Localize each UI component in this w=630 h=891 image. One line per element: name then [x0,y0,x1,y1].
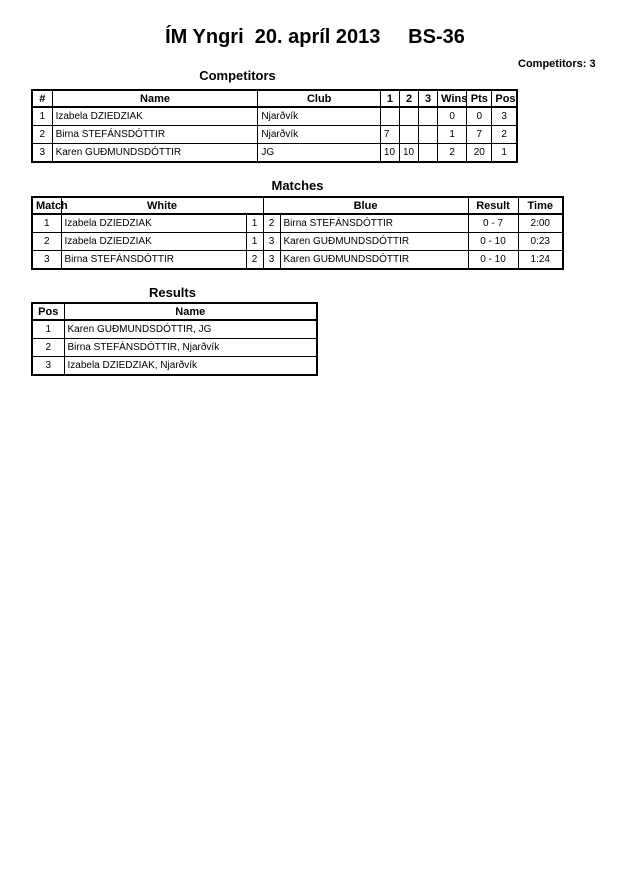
result-name: Karen GUÐMUNDSDÓTTIR, JG [64,320,317,339]
match-time: 2:00 [518,214,563,233]
matches-heading: Matches [271,178,324,193]
competitor-name: Karen GUÐMUNDSDÓTTIR [52,144,258,163]
score-2 [400,107,419,126]
col-header-2: 2 [400,90,419,107]
score-2: 10 [400,144,419,163]
match-time: 1:24 [518,251,563,270]
score-1 [380,107,399,126]
col-header-match: Match [32,197,61,214]
result-pos: 2 [32,339,64,357]
points: 20 [467,144,492,163]
matches-table [31,196,564,270]
table-row [32,233,563,251]
table-row [32,320,317,339]
blue-competitor: Karen GUÐMUNDSDÓTTIR [280,251,468,270]
page-title: ÍM Yngri 20. apríl 2013 BS-36 [165,26,465,48]
competitor-num: 1 [32,107,52,126]
table-row [32,144,517,163]
results-table [31,302,318,376]
competitor-num: 3 [32,144,52,163]
match-result: 0 - 7 [468,214,518,233]
wins: 1 [438,126,467,144]
table-row [32,339,317,357]
white-competitor: Birna STEFÁNSDÓTTIR [61,251,246,270]
results-heading: Results [149,285,196,300]
match-result: 0 - 10 [468,251,518,270]
result-name: Birna STEFÁNSDÓTTIR, Njarðvík [64,339,317,357]
score-3 [419,144,438,163]
competitors-count: Competitors: 3 [518,58,596,70]
matches-header-row [32,197,563,214]
match-time: 0:23 [518,233,563,251]
result-pos: 3 [32,357,64,376]
wins: 2 [438,144,467,163]
col-header-1: 1 [380,90,399,107]
score-1: 7 [380,126,399,144]
col-header-white: White [61,197,263,214]
competitors-header-row [32,90,517,107]
white-competitor: Izabela DZIEDZIAK [61,233,246,251]
col-header-pts: Pts [467,90,492,107]
match-num: 2 [32,233,61,251]
competitors-heading: Competitors [199,68,276,83]
position: 2 [492,126,517,144]
col-header-num: # [32,90,52,107]
white-num: 2 [246,251,263,270]
blue-num: 3 [263,233,280,251]
col-header-name: Name [52,90,258,107]
points: 0 [467,107,492,126]
score-1: 10 [380,144,399,163]
white-num: 1 [246,214,263,233]
competitor-club: Njarðvík [258,107,381,126]
blue-num: 3 [263,251,280,270]
points: 7 [467,126,492,144]
competitor-name: Izabela DZIEDZIAK [52,107,258,126]
white-competitor: Izabela DZIEDZIAK [61,214,246,233]
table-row [32,107,517,126]
competitor-club: Njarðvík [258,126,381,144]
competitor-club: JG [258,144,381,163]
blue-competitor: Karen GUÐMUNDSDÓTTIR [280,233,468,251]
competitors-table [31,89,518,163]
score-3 [419,107,438,126]
col-header-wins: Wins [438,90,467,107]
col-header-name: Name [64,303,317,320]
position: 3 [492,107,517,126]
position: 1 [492,144,517,163]
col-header-blue: Blue [263,197,468,214]
score-2 [400,126,419,144]
table-row [32,126,517,144]
col-header-pos: Pos [492,90,517,107]
result-pos: 1 [32,320,64,339]
col-header-3: 3 [419,90,438,107]
table-row [32,357,317,376]
blue-num: 2 [263,214,280,233]
result-name: Izabela DZIEDZIAK, Njarðvík [64,357,317,376]
match-num: 1 [32,214,61,233]
match-num: 3 [32,251,61,270]
table-row [32,251,563,270]
score-3 [419,126,438,144]
col-header-club: Club [258,90,381,107]
competitor-name: Birna STEFÁNSDÓTTIR [52,126,258,144]
blue-competitor: Birna STEFÁNSDÓTTIR [280,214,468,233]
wins: 0 [438,107,467,126]
match-result: 0 - 10 [468,233,518,251]
competitor-num: 2 [32,126,52,144]
col-header-pos: Pos [32,303,64,320]
col-header-time: Time [518,197,563,214]
results-header-row [32,303,317,320]
white-num: 1 [246,233,263,251]
col-header-result: Result [468,197,518,214]
table-row [32,214,563,233]
